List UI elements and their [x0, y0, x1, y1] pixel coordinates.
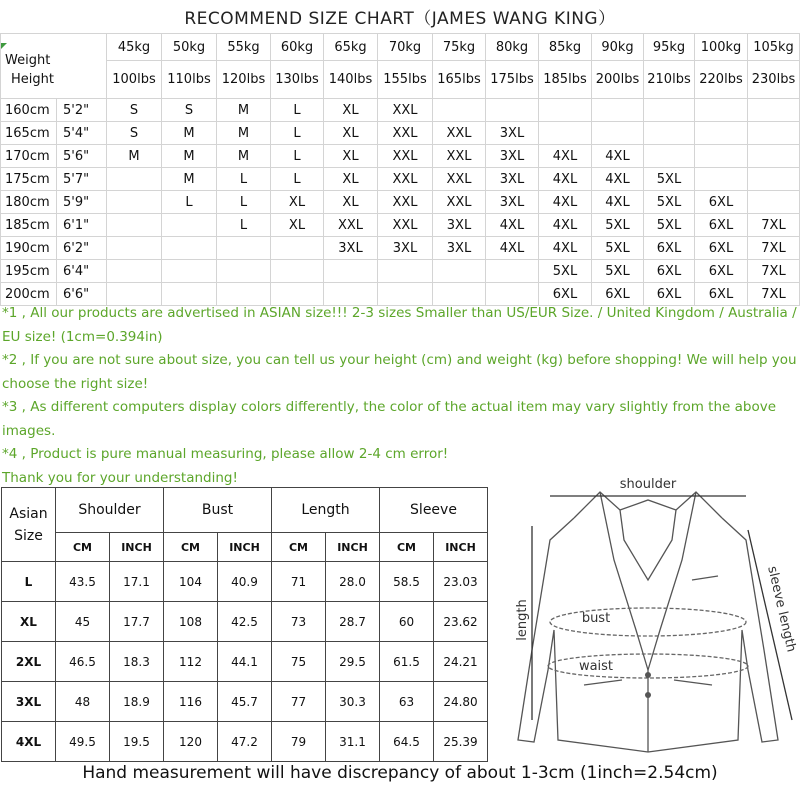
size-cell: 4XL: [592, 191, 644, 214]
size-cell: [592, 99, 644, 122]
asian-label: Asian: [9, 505, 48, 522]
jacket-chest-pocket-shape: [692, 576, 718, 580]
weight-kg-header: 50kg: [162, 34, 217, 61]
size-name-cell: 4XL: [2, 722, 56, 762]
unit-header-inch: INCH: [110, 533, 164, 562]
measurement-value-cell: 63: [380, 682, 434, 722]
weight-lbs-header: 165lbs: [433, 61, 486, 99]
measurement-value-cell: 42.5: [218, 602, 272, 642]
size-cell: XXL: [433, 145, 486, 168]
measurement-value-cell: 71: [272, 562, 326, 602]
weight-kg-header: 75kg: [433, 34, 486, 61]
measurement-value-cell: 48: [56, 682, 110, 722]
height-cm-cell: 195cm: [1, 260, 57, 283]
size-cell: M: [162, 168, 217, 191]
size-cell: XXL: [433, 191, 486, 214]
size-cell: XL: [324, 145, 378, 168]
note-2: *2 , If you are not sure about size, you can tell us your height (cm) and weight (kg) before shopping! We will help you choose the right size!: [2, 352, 797, 392]
weight-lbs-header: 220lbs: [695, 61, 748, 99]
size-cell: [107, 214, 162, 237]
measurement-value-cell: 73: [272, 602, 326, 642]
size-cell: 6XL: [644, 237, 695, 260]
weight-kg-header: 70kg: [378, 34, 433, 61]
weight-lbs-header: 210lbs: [644, 61, 695, 99]
measurement-value-cell: 112: [164, 642, 218, 682]
notes-section: [2, 302, 798, 490]
weight-lbs-header: 155lbs: [378, 61, 433, 99]
size-cell: [695, 99, 748, 122]
height-label: Height: [11, 72, 54, 87]
footer-note: Hand measurement will have discrepancy of about 1-3cm (1inch=2.54cm): [82, 763, 718, 783]
measurement-value-cell: 58.5: [380, 562, 434, 602]
measurement-table: [1, 487, 488, 762]
height-inch-cell: 6'4": [57, 260, 107, 283]
size-cell: [748, 145, 800, 168]
size-cell: 4XL: [486, 237, 539, 260]
size-cell: L: [217, 168, 271, 191]
measurement-value-cell: 24.80: [434, 682, 488, 722]
height-row: [1, 168, 800, 191]
size-cell: XXL: [324, 214, 378, 237]
size-cell: 3XL: [378, 237, 433, 260]
jacket-shirt-shape: [620, 510, 676, 580]
size-cell: [644, 99, 695, 122]
weight-kg-header: 55kg: [217, 34, 271, 61]
measurement-value-cell: 77: [272, 682, 326, 722]
weight-kg-header: 90kg: [592, 34, 644, 61]
measurement-value-cell: 17.1: [110, 562, 164, 602]
unit-header-cm: CM: [380, 533, 434, 562]
height-cm-cell: 175cm: [1, 168, 57, 191]
jacket-right-body-shape: [648, 518, 778, 752]
jacket-right-pocket-shape: [674, 680, 712, 685]
jacket-button: [645, 672, 651, 678]
size-cell: 7XL: [748, 237, 800, 260]
size-cell: L: [271, 168, 324, 191]
weight-lbs-header: 130lbs: [271, 61, 324, 99]
size-cell: L: [271, 122, 324, 145]
group-header-sleeve: Sleeve: [380, 488, 488, 533]
size-cell: 6XL: [695, 283, 748, 306]
size-cell: [107, 191, 162, 214]
size-cell: [486, 260, 539, 283]
size-cell: L: [271, 99, 324, 122]
size-cell: S: [162, 99, 217, 122]
measurement-value-cell: 28.7: [326, 602, 380, 642]
size-cell: XXL: [378, 122, 433, 145]
size-cell: XL: [271, 191, 324, 214]
size-cell: 5XL: [592, 214, 644, 237]
size-label: Size: [14, 527, 43, 544]
measurement-value-cell: 116: [164, 682, 218, 722]
unit-header-inch: INCH: [434, 533, 488, 562]
size-cell: [271, 237, 324, 260]
sleeve-length-label: sleeve length: [764, 564, 799, 654]
size-cell: 4XL: [539, 214, 592, 237]
size-cell: [433, 260, 486, 283]
measurement-value-cell: 61.5: [380, 642, 434, 682]
size-cell: XL: [324, 191, 378, 214]
weight-kg-header: 65kg: [324, 34, 378, 61]
note-thanks: Thank you for your understanding!: [2, 469, 238, 486]
size-cell: [107, 237, 162, 260]
measurement-value-cell: 40.9: [218, 562, 272, 602]
unit-header-inch: INCH: [326, 533, 380, 562]
size-cell: 6XL: [644, 283, 695, 306]
shoulder-label: shoulder: [619, 477, 677, 492]
size-cell: 4XL: [539, 237, 592, 260]
jacket-illustration: [496, 470, 800, 770]
weight-lbs-header: 120lbs: [217, 61, 271, 99]
measurement-value-cell: 46.5: [56, 642, 110, 682]
height-inch-cell: 6'6": [57, 283, 107, 306]
unit-header-cm: CM: [56, 533, 110, 562]
measurement-value-cell: 24.21: [434, 642, 488, 682]
weight-kg-header: 100kg: [695, 34, 748, 61]
size-cell: 6XL: [539, 283, 592, 306]
size-cell: [644, 122, 695, 145]
jacket-left-body-shape: [518, 518, 648, 752]
size-cell: 5XL: [592, 237, 644, 260]
size-cell: [271, 260, 324, 283]
unit-header-cm: CM: [272, 533, 326, 562]
height-row: [1, 191, 800, 214]
size-cell: 5XL: [592, 260, 644, 283]
size-cell: 3XL: [486, 168, 539, 191]
bust-ellipse: [550, 608, 746, 636]
size-cell: 3XL: [433, 214, 486, 237]
weight-lbs-header: 140lbs: [324, 61, 378, 99]
size-cell: [592, 122, 644, 145]
size-cell: XXL: [378, 145, 433, 168]
unit-header-inch: INCH: [218, 533, 272, 562]
height-cm-cell: 160cm: [1, 99, 57, 122]
size-name-cell: 2XL: [2, 642, 56, 682]
size-cell: 7XL: [748, 214, 800, 237]
measurement-value-cell: 19.5: [110, 722, 164, 762]
size-cell: M: [107, 145, 162, 168]
size-cell: XXL: [433, 122, 486, 145]
size-cell: 6XL: [695, 191, 748, 214]
note-1: *1 , All our products are advertised in ASIAN size!!! 2-3 sizes Smaller than US/EUR Size. / United Kingdom / Australia / EU size! (1cm=0.394in): [2, 305, 797, 345]
size-cell: 6XL: [644, 260, 695, 283]
weight-lbs-header: 175lbs: [486, 61, 539, 99]
size-cell: 4XL: [592, 145, 644, 168]
size-cell: [378, 260, 433, 283]
size-cell: XL: [324, 168, 378, 191]
size-cell: XL: [271, 214, 324, 237]
size-cell: [695, 122, 748, 145]
size-cell: XXL: [378, 168, 433, 191]
size-cell: M: [217, 99, 271, 122]
size-cell: 5XL: [539, 260, 592, 283]
size-cell: 6XL: [695, 260, 748, 283]
size-cell: 6XL: [695, 237, 748, 260]
size-cell: [748, 191, 800, 214]
height-inch-cell: 6'2": [57, 237, 107, 260]
size-cell: 3XL: [324, 237, 378, 260]
size-cell: [748, 122, 800, 145]
measurement-value-cell: 64.5: [380, 722, 434, 762]
measurement-value-cell: 31.1: [326, 722, 380, 762]
size-cell: [217, 260, 271, 283]
waist-label: waist: [578, 659, 614, 674]
size-cell: 5XL: [644, 168, 695, 191]
size-cell: 5XL: [644, 214, 695, 237]
corner-triangle: [1, 43, 7, 49]
size-cell: XXL: [378, 191, 433, 214]
size-cell: S: [107, 122, 162, 145]
size-cell: M: [217, 122, 271, 145]
measurement-row: [2, 682, 488, 722]
height-cm-cell: 200cm: [1, 283, 57, 306]
size-cell: 3XL: [433, 237, 486, 260]
group-header-bust: Bust: [164, 488, 272, 533]
weight-kg-header: 60kg: [271, 34, 324, 61]
size-cell: XL: [324, 122, 378, 145]
size-cell: [433, 99, 486, 122]
size-cell: 4XL: [486, 214, 539, 237]
weight-lbs-header: 185lbs: [539, 61, 592, 99]
measurement-value-cell: 60: [380, 602, 434, 642]
measurement-value-cell: 49.5: [56, 722, 110, 762]
size-cell: XXL: [433, 168, 486, 191]
weight-kg-header: 45kg: [107, 34, 162, 61]
size-cell: 4XL: [592, 168, 644, 191]
height-row: [1, 214, 800, 237]
height-inch-cell: 5'9": [57, 191, 107, 214]
size-cell: XXL: [378, 99, 433, 122]
jacket-left-lapel-shape: [600, 492, 648, 670]
size-cell: M: [217, 145, 271, 168]
size-cell: XL: [324, 99, 378, 122]
measurement-value-cell: 75: [272, 642, 326, 682]
height-row: [1, 122, 800, 145]
size-cell: L: [271, 145, 324, 168]
size-name-cell: XL: [2, 602, 56, 642]
note-3: *3 , As different computers display colors differently, the color of the actual item may vary slightly from the above images.: [2, 399, 776, 439]
size-cell: 4XL: [539, 168, 592, 191]
height-cm-cell: 170cm: [1, 145, 57, 168]
size-cell: [107, 260, 162, 283]
measurement-value-cell: 43.5: [56, 562, 110, 602]
size-cell: L: [162, 191, 217, 214]
size-name-cell: L: [2, 562, 56, 602]
size-name-cell: 3XL: [2, 682, 56, 722]
weight-lbs-header: 100lbs: [107, 61, 162, 99]
measurement-value-cell: 18.9: [110, 682, 164, 722]
size-cell: 7XL: [748, 260, 800, 283]
height-inch-cell: 5'2": [57, 99, 107, 122]
size-cell: [162, 214, 217, 237]
measurement-value-cell: 18.3: [110, 642, 164, 682]
measurement-row: [2, 562, 488, 602]
size-cell: 4XL: [539, 191, 592, 214]
jacket-left-pocket-shape: [584, 680, 622, 685]
height-inch-cell: 5'6": [57, 145, 107, 168]
measurement-value-cell: 17.7: [110, 602, 164, 642]
size-cell: [539, 122, 592, 145]
length-label: length: [515, 599, 530, 641]
height-inch-cell: 6'1": [57, 214, 107, 237]
measurement-row: [2, 602, 488, 642]
group-header-length: Length: [272, 488, 380, 533]
size-cell: 4XL: [539, 145, 592, 168]
measurement-value-cell: 104: [164, 562, 218, 602]
height-cm-cell: 185cm: [1, 214, 57, 237]
measurement-value-cell: 29.5: [326, 642, 380, 682]
height-inch-cell: 5'4": [57, 122, 107, 145]
note-4: *4 , Product is pure manual measuring, please allow 2-4 cm error!: [2, 446, 449, 462]
measurement-value-cell: 45: [56, 602, 110, 642]
weight-lbs-header: 110lbs: [162, 61, 217, 99]
size-cell: 3XL: [486, 191, 539, 214]
weight-height-header: [1, 34, 107, 99]
unit-header-cm: CM: [164, 533, 218, 562]
measurement-value-cell: 23.62: [434, 602, 488, 642]
weight-lbs-header: 200lbs: [592, 61, 644, 99]
size-cell: 3XL: [486, 122, 539, 145]
size-cell: [644, 145, 695, 168]
size-cell: 3XL: [486, 145, 539, 168]
height-cm-cell: 180cm: [1, 191, 57, 214]
weight-lbs-header: 230lbs: [748, 61, 800, 99]
size-cell: [695, 145, 748, 168]
weight-kg-header: 85kg: [539, 34, 592, 61]
weight-label: Weight: [5, 53, 51, 68]
measurement-value-cell: 120: [164, 722, 218, 762]
jacket-right-lapel-shape: [648, 492, 696, 670]
height-cm-cell: 165cm: [1, 122, 57, 145]
size-cell: [539, 99, 592, 122]
measurement-value-cell: 79: [272, 722, 326, 762]
size-cell: 5XL: [644, 191, 695, 214]
height-row: [1, 237, 800, 260]
size-cell: [217, 237, 271, 260]
size-cell: 7XL: [748, 283, 800, 306]
size-cell: [748, 99, 800, 122]
size-cell: [162, 237, 217, 260]
height-inch-cell: 5'7": [57, 168, 107, 191]
size-cell: 6XL: [592, 283, 644, 306]
size-cell: [695, 168, 748, 191]
weight-kg-header: 105kg: [748, 34, 800, 61]
recommend-size-table: [0, 33, 800, 306]
size-cell: XXL: [378, 214, 433, 237]
chart-title: RECOMMEND SIZE CHART（JAMES WANG KING）: [184, 9, 616, 29]
measurement-value-cell: 30.3: [326, 682, 380, 722]
height-row: [1, 260, 800, 283]
measurement-value-cell: 47.2: [218, 722, 272, 762]
size-cell: [107, 168, 162, 191]
measurement-value-cell: 25.39: [434, 722, 488, 762]
size-cell: [486, 99, 539, 122]
size-cell: M: [162, 145, 217, 168]
size-cell: [324, 260, 378, 283]
group-header-shoulder: Shoulder: [56, 488, 164, 533]
measurement-row: [2, 722, 488, 762]
size-cell: [748, 168, 800, 191]
bust-label: bust: [581, 611, 611, 626]
weight-kg-header: 95kg: [644, 34, 695, 61]
measurement-row: [2, 642, 488, 682]
measurement-value-cell: 28.0: [326, 562, 380, 602]
height-row: [1, 99, 800, 122]
jacket-button: [645, 692, 651, 698]
measurement-value-cell: 23.03: [434, 562, 488, 602]
jacket-diagram: [496, 470, 800, 770]
measurement-value-cell: 108: [164, 602, 218, 642]
size-cell: 6XL: [695, 214, 748, 237]
measurement-value-cell: 45.7: [218, 682, 272, 722]
weight-kg-header: 80kg: [486, 34, 539, 61]
size-cell: L: [217, 191, 271, 214]
height-row: [1, 145, 800, 168]
size-cell: M: [162, 122, 217, 145]
size-cell: S: [107, 99, 162, 122]
size-cell: L: [217, 214, 271, 237]
asian-size-header: [2, 488, 56, 562]
measurement-value-cell: 44.1: [218, 642, 272, 682]
size-cell: [162, 260, 217, 283]
height-cm-cell: 190cm: [1, 237, 57, 260]
